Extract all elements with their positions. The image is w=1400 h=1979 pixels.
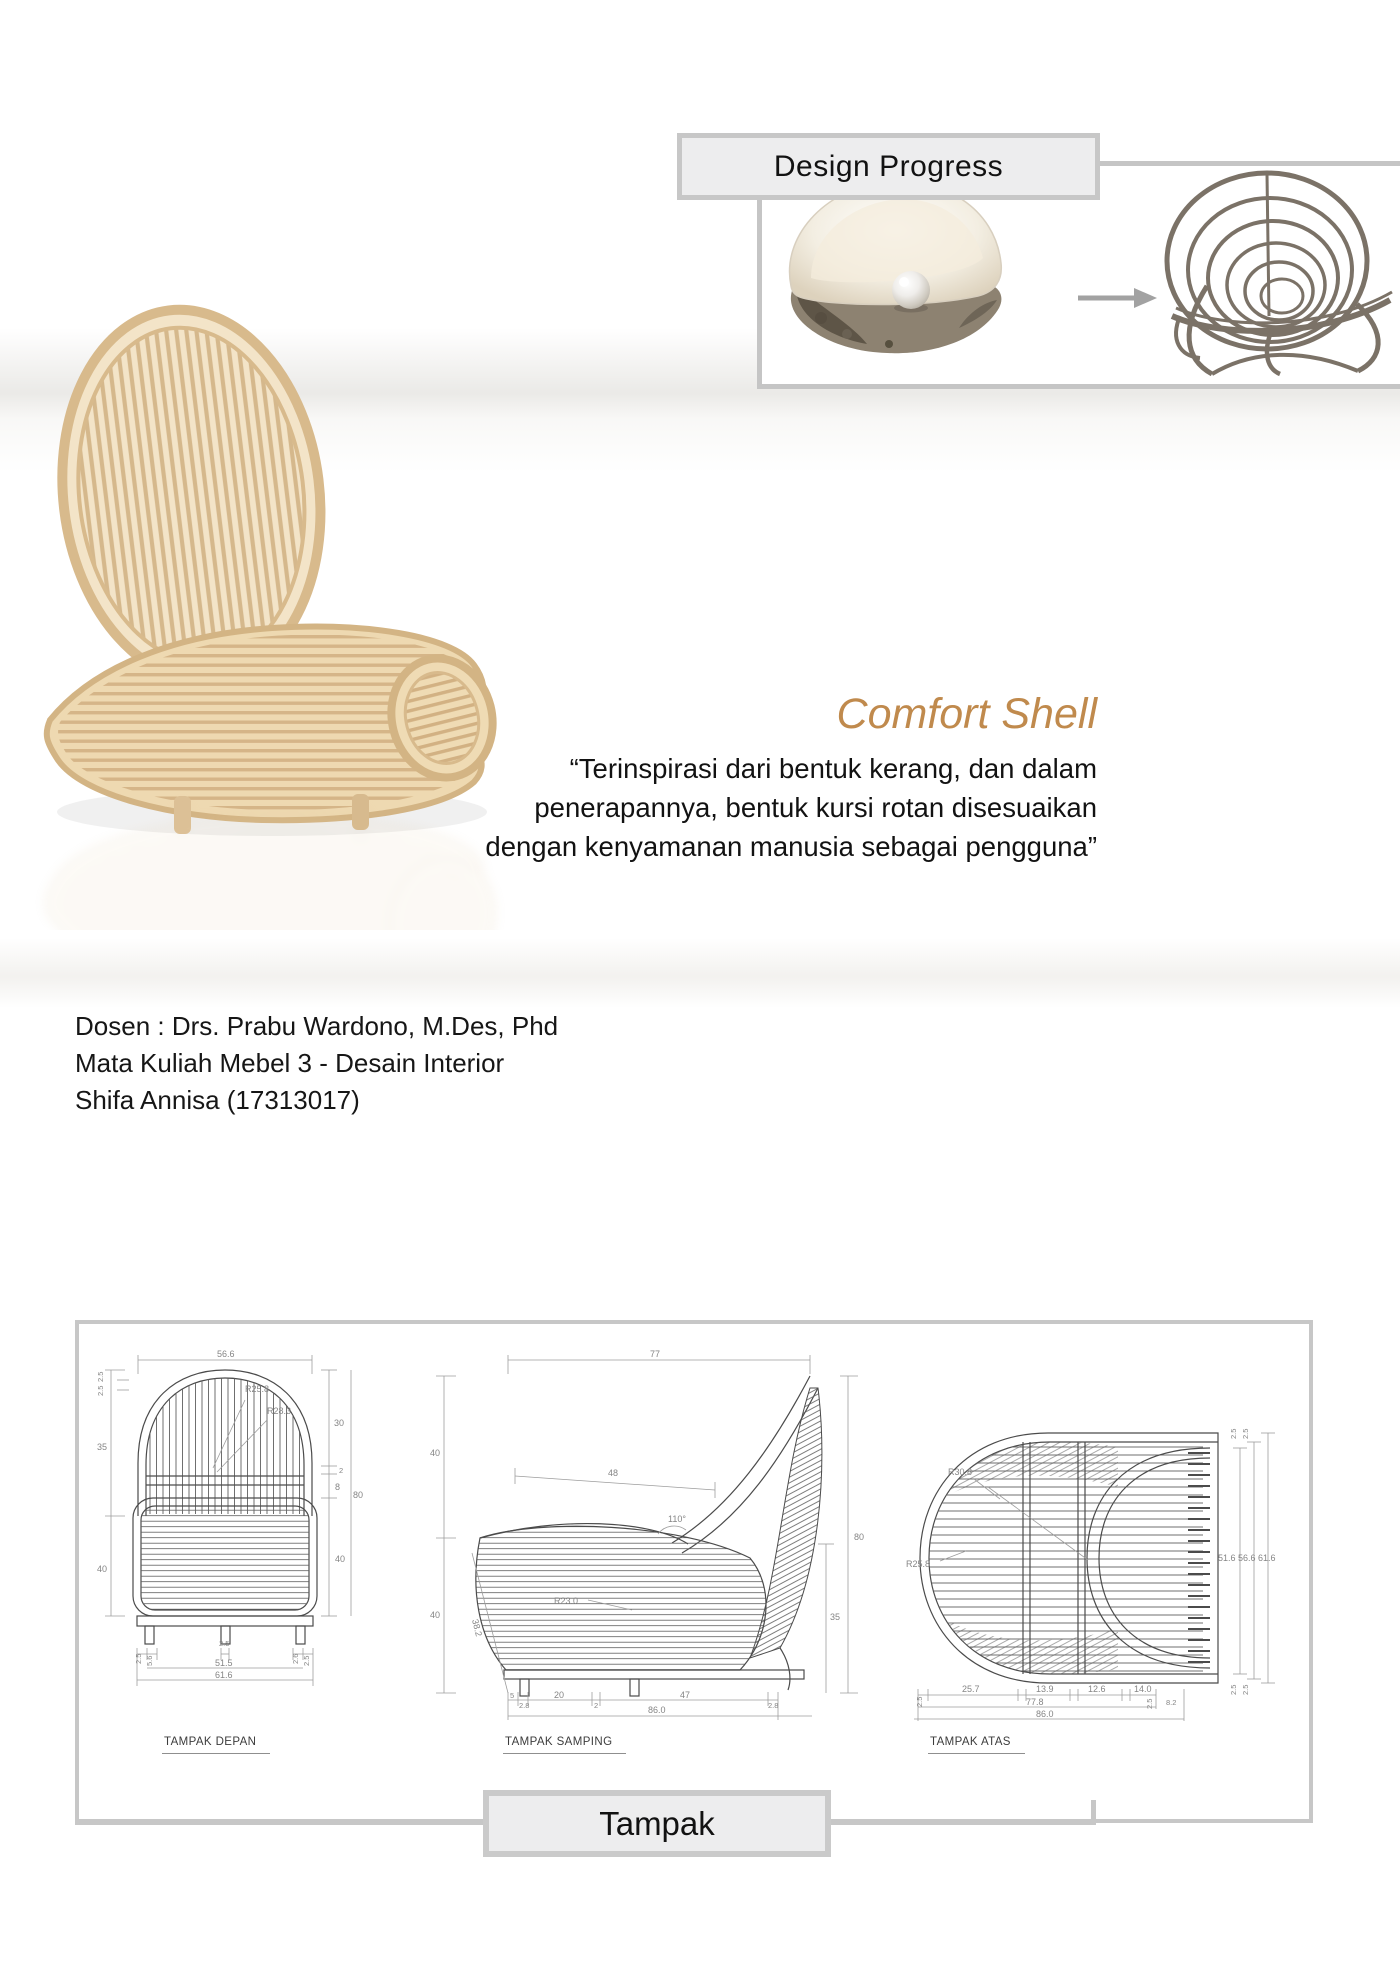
credits-course: Mata Kuliah Mebel 3 - Desain Interior xyxy=(75,1048,505,1078)
svg-text:40: 40 xyxy=(335,1554,346,1564)
svg-text:2.5: 2.5 xyxy=(219,1639,230,1648)
floor-reflection-band xyxy=(0,938,1400,1008)
svg-text:2.5: 2.5 xyxy=(1241,1428,1250,1439)
product-title: Comfort Shell xyxy=(836,690,1097,738)
connector-line-vertical xyxy=(1091,1800,1096,1825)
svg-text:2: 2 xyxy=(594,1701,599,1710)
svg-text:2.5: 2.5 xyxy=(134,1653,143,1664)
svg-text:77: 77 xyxy=(650,1349,661,1359)
svg-text:47: 47 xyxy=(680,1690,691,1700)
svg-text:12.6: 12.6 xyxy=(1088,1684,1106,1694)
svg-text:40: 40 xyxy=(97,1564,108,1574)
svg-text:86.0: 86.0 xyxy=(648,1705,666,1715)
svg-text:2.5: 2.5 xyxy=(1229,1428,1238,1439)
pearl xyxy=(892,271,930,309)
svg-text:8.2: 8.2 xyxy=(1166,1698,1177,1707)
svg-text:R28.3: R28.3 xyxy=(267,1406,292,1416)
design-progress-title: Design Progress xyxy=(773,149,1004,183)
svg-text:35: 35 xyxy=(830,1612,841,1622)
credits-student: Shifa Annisa (17313017) xyxy=(75,1085,360,1115)
svg-text:R25.8: R25.8 xyxy=(245,1384,270,1394)
svg-text:38.2: 38.2 xyxy=(470,1618,485,1638)
svg-text:51.5: 51.5 xyxy=(215,1658,233,1668)
svg-text:2.5: 2.5 xyxy=(915,1696,924,1707)
svg-text:2.5: 2.5 xyxy=(1229,1684,1238,1695)
svg-text:25.7: 25.7 xyxy=(962,1684,980,1694)
svg-text:2.5: 2.5 xyxy=(1145,1698,1154,1709)
svg-text:2.6: 2.6 xyxy=(291,1653,300,1664)
svg-text:2.8: 2.8 xyxy=(768,1701,779,1710)
svg-text:2.5: 2.5 xyxy=(1241,1684,1250,1695)
svg-text:8: 8 xyxy=(335,1482,341,1492)
credits-lecturer: Dosen : Drs. Prabu Wardono, M.Des, Phd xyxy=(75,1011,559,1041)
svg-text:14.0: 14.0 xyxy=(1134,1684,1152,1694)
svg-text:40: 40 xyxy=(430,1448,441,1458)
svg-text:5.6: 5.6 xyxy=(145,1655,154,1666)
svg-text:2.8: 2.8 xyxy=(519,1701,530,1710)
svg-text:77.8: 77.8 xyxy=(1026,1697,1044,1707)
svg-text:2.5: 2.5 xyxy=(302,1655,311,1666)
svg-text:2.5: 2.5 xyxy=(96,1371,105,1382)
svg-text:56.6: 56.6 xyxy=(217,1349,235,1359)
svg-text:30: 30 xyxy=(334,1418,345,1428)
svg-text:R23.0: R23.0 xyxy=(554,1596,579,1606)
svg-text:61.6: 61.6 xyxy=(215,1670,233,1680)
svg-text:2.5: 2.5 xyxy=(96,1385,105,1396)
top-view-drawing xyxy=(888,1395,1313,1727)
transform-arrow-icon xyxy=(1078,286,1158,310)
svg-text:35: 35 xyxy=(97,1442,108,1452)
svg-text:5: 5 xyxy=(510,1691,515,1700)
svg-text:13.9: 13.9 xyxy=(1036,1684,1054,1694)
side-view-label: TAMPAK SAMPING xyxy=(503,1736,626,1754)
svg-text:51.6 56.6 61.6: 51.6 56.6 61.6 xyxy=(1218,1553,1276,1563)
svg-text:40: 40 xyxy=(430,1610,441,1620)
credits xyxy=(75,1008,558,1119)
side-view-drawing xyxy=(420,1348,875,1723)
front-view-drawing xyxy=(95,1348,365,1698)
views-section-label: Tampak xyxy=(599,1804,715,1842)
svg-text:80: 80 xyxy=(353,1490,364,1500)
connector-line-left xyxy=(75,1820,483,1825)
quote-line: dengan kenyamanan manusia sebagai pengguna” xyxy=(485,831,1097,862)
quote-line: penerapannya, bentuk kursi rotan disesuaikan xyxy=(534,792,1097,823)
views-section-label-box xyxy=(483,1790,831,1857)
design-progress-header xyxy=(677,133,1100,200)
svg-text:86.0: 86.0 xyxy=(1036,1709,1054,1719)
svg-text:R30.8: R30.8 xyxy=(948,1467,973,1477)
quote-line: “Terinspirasi dari bentuk kerang, dan dalam xyxy=(569,753,1097,784)
svg-text:20: 20 xyxy=(554,1690,565,1700)
wireframe-chair-illustration xyxy=(1152,166,1400,381)
product-quote xyxy=(400,749,1097,866)
top-view-label: TAMPAK ATAS xyxy=(928,1736,1025,1754)
connector-line-right xyxy=(830,1820,1096,1825)
front-view-label: TAMPAK DEPAN xyxy=(162,1736,270,1754)
svg-text:2: 2 xyxy=(339,1466,344,1475)
svg-text:48: 48 xyxy=(608,1468,619,1478)
svg-text:R25.8: R25.8 xyxy=(906,1559,931,1569)
svg-text:80: 80 xyxy=(854,1532,865,1542)
svg-text:110°: 110° xyxy=(668,1514,686,1524)
